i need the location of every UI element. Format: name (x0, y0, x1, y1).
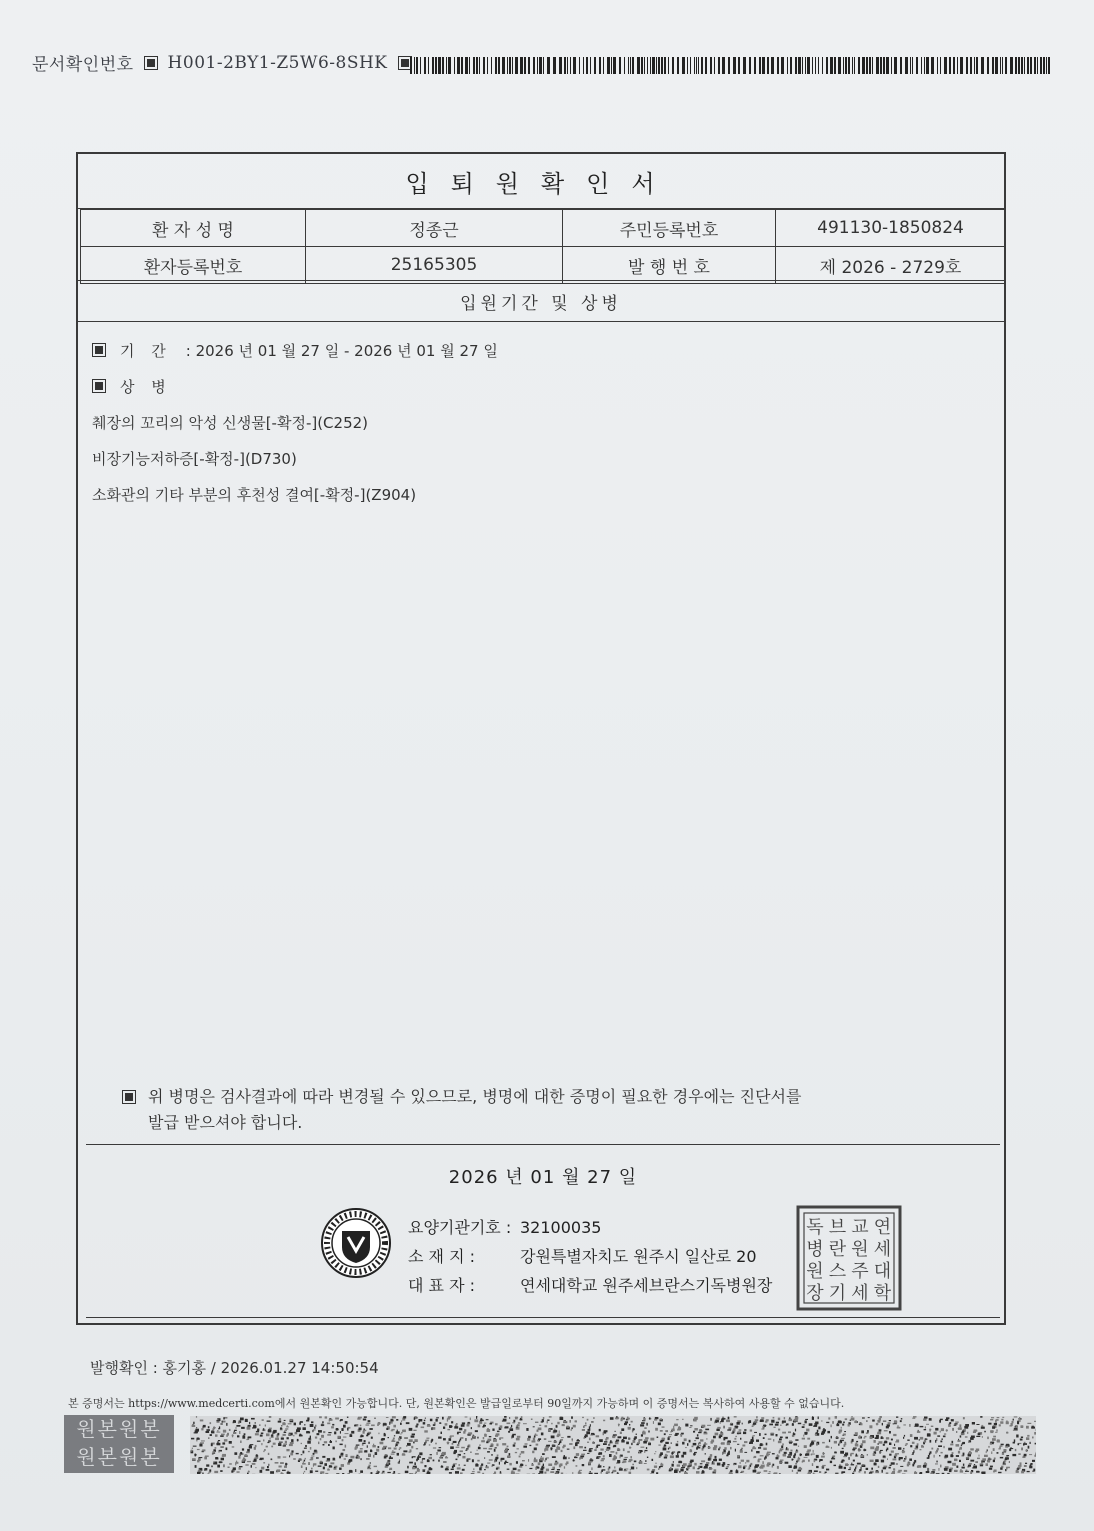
period-label: 기 간 (120, 341, 172, 360)
doc-id-value: H001-2BY1-Z5W6-8SHK (167, 52, 388, 73)
diagnosis-item: 비장기능저하증[-확정-](D730) (92, 449, 297, 468)
square-bullet-icon (92, 343, 106, 357)
university-seal-icon (320, 1207, 392, 1279)
patient-info-table (80, 209, 1006, 284)
certificate-frame (76, 152, 1006, 1325)
document-title: 입퇴원확인서 (78, 154, 1004, 209)
svg-text:주: 주 (851, 1261, 869, 1282)
addr-value: 강원특별자치도 원주시 일산로 20 (520, 1247, 757, 1266)
section-title: 입원기간 및 상병 (78, 280, 1004, 322)
name-value: 정종근 (306, 210, 563, 247)
svg-text:장: 장 (806, 1283, 824, 1304)
svg-text:세: 세 (873, 1239, 892, 1260)
issue-date: 2026 년 01 월 27 일 (448, 1167, 638, 1188)
watermark-line: 원본원본 (76, 1417, 162, 1441)
svg-text:스: 스 (828, 1261, 847, 1282)
code-label: 요양기관기호 : (408, 1218, 512, 1237)
issued-by: 발행확인 : 홍기홍 / 2026.01.27 14:50:54 (90, 1359, 379, 1377)
verification-code-pattern (190, 1416, 1036, 1474)
svg-text:병: 병 (806, 1239, 824, 1260)
svg-text:원: 원 (851, 1239, 869, 1260)
rep-label: 대 표 자 : (408, 1276, 476, 1295)
period-line (92, 332, 498, 368)
svg-text:독: 독 (806, 1217, 824, 1238)
addr-label: 소 재 지 : (408, 1247, 476, 1266)
svg-text:학: 학 (873, 1283, 892, 1304)
doc-id-label: 문서확인번호 (32, 55, 134, 75)
rrn-value: 491130-1850824 (776, 210, 1006, 247)
notice (122, 1084, 942, 1136)
reg-label: 환자등록번호 (81, 247, 306, 284)
disclaimer: 본 증명서는 https://www.medcerti.com에서 원본확인 가능합니다. 단, 원본확인은 발급일로부터 90일까지 가능하며 이 증명서는 복사하여 사용할 수 없습니다. (68, 1397, 845, 1410)
code-value: 32100035 (520, 1218, 602, 1237)
svg-text:교: 교 (851, 1217, 869, 1238)
notice-text-2: 발급 받으셔야 합니다. (148, 1113, 303, 1132)
reg-value: 25165305 (306, 247, 563, 284)
diagnosis-item: 소화관의 기타 부분의 후천성 결여[-확정-](Z904) (92, 485, 417, 504)
notice-text-1: 위 병명은 검사결과에 따라 변경될 수 있으므로, 병명에 대한 증명이 필요한 경우에는 진단서를 (148, 1087, 802, 1106)
square-bullet-icon (92, 379, 106, 393)
notice-line-1 (122, 1084, 942, 1110)
official-stamp-icon (796, 1205, 902, 1311)
original-watermark (64, 1415, 174, 1473)
document-id (32, 50, 412, 75)
diagnosis-label: 상 병 (120, 377, 172, 396)
issue-label: 발 행 번 호 (563, 247, 776, 284)
square-bullet-icon (144, 56, 158, 70)
svg-text:브: 브 (828, 1217, 847, 1238)
diagnosis-item: 췌장의 꼬리의 악성 신생물[-확정-](C252) (92, 413, 369, 432)
institution-info (408, 1213, 772, 1300)
rep-value: 연세대학교 원주세브란스기독병원장 (520, 1276, 773, 1295)
diagnosis-body (92, 332, 498, 512)
square-bullet-icon (122, 1090, 136, 1104)
name-label: 환 자 성 명 (81, 210, 306, 247)
svg-text:대: 대 (873, 1261, 892, 1282)
issue-value: 제 2026 - 2729호 (776, 247, 1006, 284)
rrn-label: 주민등록번호 (563, 210, 776, 247)
svg-text:세: 세 (851, 1283, 869, 1304)
svg-text:란: 란 (828, 1239, 847, 1260)
period-value: : 2026 년 01 월 27 일 - 2026 년 01 월 27 일 (185, 341, 498, 360)
svg-text:기: 기 (828, 1283, 847, 1304)
barcode (410, 57, 1050, 74)
svg-text:연: 연 (873, 1217, 892, 1238)
diagnosis-label-line (92, 368, 498, 404)
watermark-line: 원본원본 (76, 1445, 162, 1469)
svg-text:원: 원 (806, 1261, 824, 1282)
issuer-box (86, 1144, 1000, 1318)
